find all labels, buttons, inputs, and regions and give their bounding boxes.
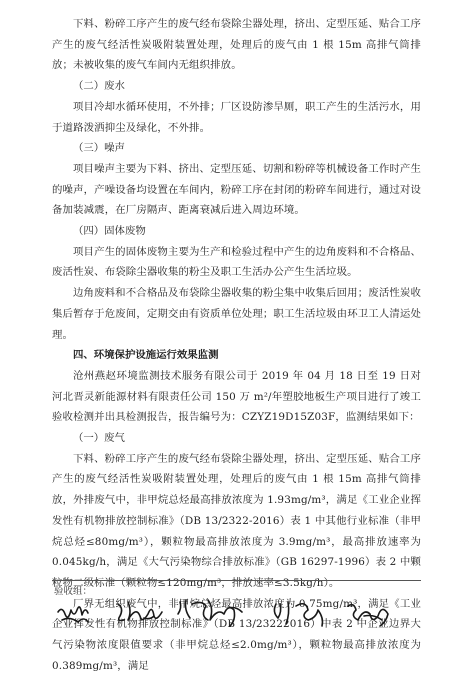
signature-2 xyxy=(118,602,162,621)
signature-area xyxy=(52,580,421,636)
signature-label: 验收组： xyxy=(54,586,93,597)
paragraph-solid-waste: 项目产生的固体废物主要为生产和检验过程中产生的边角废料和不合格品、废活性炭、布袋除尘器收集的粉尘及职工生活办公产生生活垃圾。 xyxy=(52,245,421,279)
heading-exhaust-gas: （一）废气 xyxy=(73,432,125,445)
heading-wastewater: （二）废水 xyxy=(73,80,125,93)
paragraph-noise: 项目噪声主要为下料、挤出、定型压延、切割和粉碎等机械设备工作时产生的噪声，产噪设备均设置在车间内，粉碎工序在封闭的粉碎车间进行，通过对设备加装减震，在厂房隔声、距离衰减后进入周边环境。 xyxy=(52,162,421,217)
handwritten-signatures xyxy=(52,594,421,634)
paragraph-monitoring-report: 沧州燕赵环境监测技术服务有限公司于 2019 年 04 月 18 日至 19 日对河北晋灵新能源材料有限责任公司 150 万 m²/年塑胶地板生产项目进行了竣工验收检测并出具检测报告，报告编号为：CZYZ19D15Z03F，监测结果如下： xyxy=(52,369,421,424)
signature-5 xyxy=(348,605,388,626)
paragraph-exhaust-intro: 下料、粉碎工序产生的废气经布袋除尘器处理，挤出、定型压延、贴合工序产生的废气经活性炭吸附装置处理，处理后的废气由 1 根 15m 高排气筒排放；未被收集的废气车间内无组织排放。 xyxy=(52,18,421,72)
signature-1 xyxy=(58,607,88,622)
paragraph-boundary-emissions: 厂界无组织废气中，非甲烷总烃最高排放浓度为 0.75mg/m³，满足《工业企业挥发性有机物排放控制标准》（DB 13/23222016）中表 2 中企业边界大气污染物浓度限值要求（非甲烷总烃≤2.0mg/m³），颗粒物最高排放浓度为 0.389mg/m³，满足 xyxy=(52,597,421,672)
paragraph-organized-emissions: 下料、粉碎工序产生的废气经布袋除尘器处理，挤出、定型压延、贴合工序产生的废气经活性炭吸附装置处理，处理后的废气由 1 根 15m 高排气筒排放，外排废气中，非甲烷总烃最高排放浓度为 1.93mg/m³，满足《工业企业挥发性有机物排放控制标准》（DB 13/2322-2016）表 1 中其他行业标准（非甲烷总烃≤80mg/m³），颗粒物最高排放浓度为 3.9mg/m³，最高排放速率为 0.045kg/h，满足《大气污染物综合排放标准》（GB 16297-1996）表 2 中颗粒物二级标准（颗粒物≤120mg/m³，排放速率≤3.5kg/h）。 xyxy=(52,452,421,589)
heading-solid-waste: （四）固体废物 xyxy=(73,225,146,238)
heading-monitoring: 四、环境保护设施运行效果监测 xyxy=(73,349,219,362)
heading-noise: （三）噪声 xyxy=(73,142,125,155)
paragraph-solid-waste-disposal: 边角废料和不合格品及布袋除尘器收集的粉尘集中收集后回用；废活性炭收集后暂存于危废间，定期交由有资质单位处理；职工生活垃圾由环卫工人清运处理。 xyxy=(52,287,421,341)
signature-4 xyxy=(274,602,322,626)
signature-3 xyxy=(178,600,242,626)
signature-divider xyxy=(52,580,421,581)
paragraph-wastewater: 项目冷却水循环使用，不外排；厂区设防渗旱厕，职工产生的生活污水，用于道路泼洒抑尘及绿化，不外排。 xyxy=(52,100,421,134)
